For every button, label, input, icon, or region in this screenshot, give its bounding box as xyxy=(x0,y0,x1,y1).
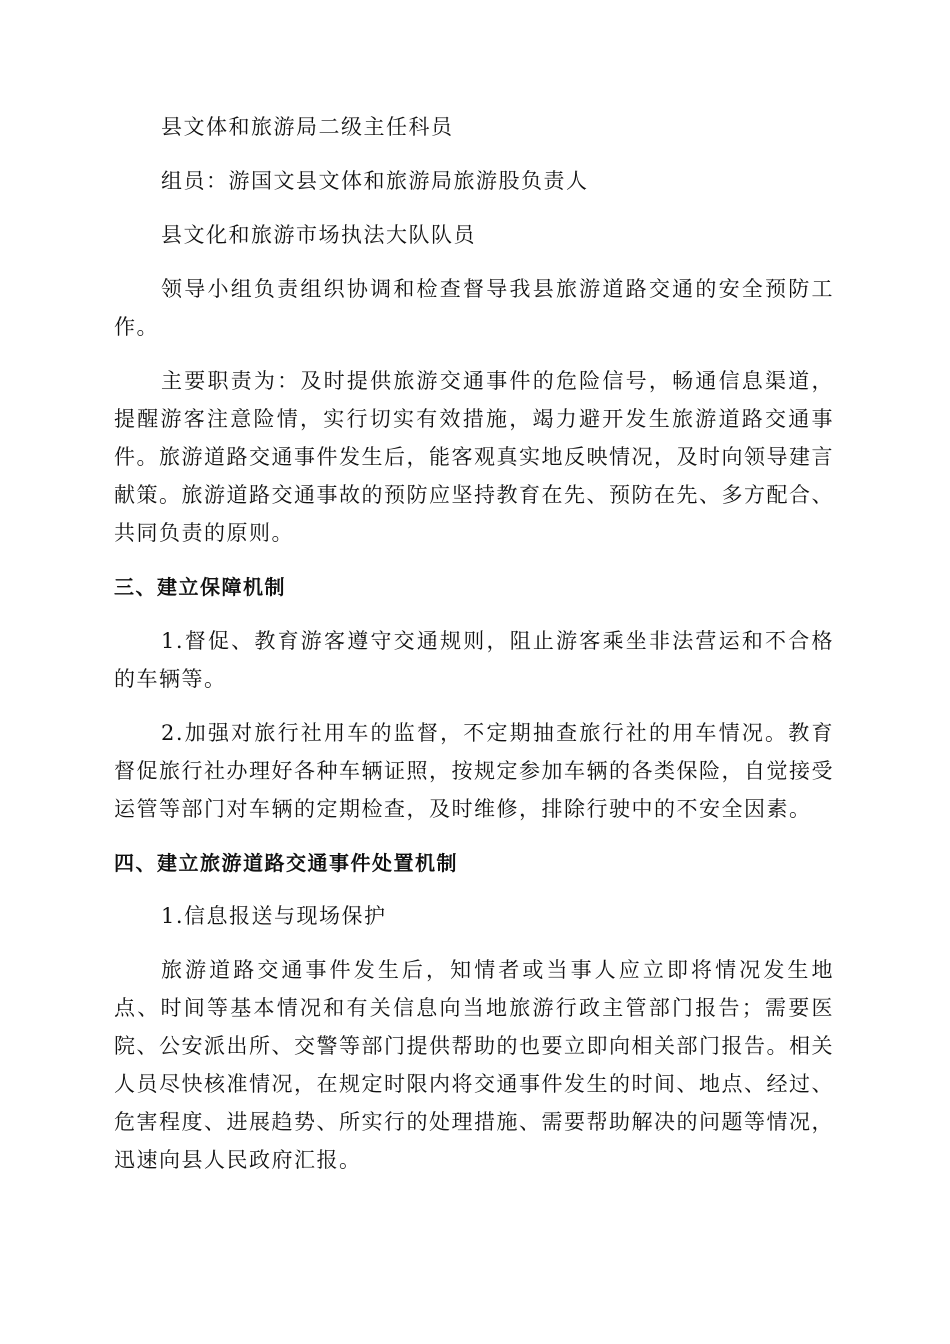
paragraph-main-responsibilities: 主要职责为：及时提供旅游交通事件的危险信号，畅通信息渠道，提醒游客注意险情，实行切实有效措施，竭力避开发生旅游道路交通事件。旅游道路交通事件发生后，能客观真实地反映情况，及时向领导建言献策。旅游道路交通事故的预防应坚持教育在先、预防在先、多方配合、共同负责的原则。 xyxy=(114,369,834,545)
paragraph-item-2: 2.加强对旅行社用车的监督，不定期抽查旅行社的用车情况。教育督促旅行社办理好各种车辆证照，按规定参加车辆的各类保险，自觉接受运管等部门对车辆的定期检查，及时维修，排除行驶中的不安全因素。 xyxy=(114,721,834,821)
document-body xyxy=(114,108,834,1179)
paragraph-item-1: 1.督促、教育游客遵守交通规则，阻止游客乘坐非法营运和不合格的车辆等。 xyxy=(114,629,834,691)
paragraph-member: 组员：游国文县文体和旅游局旅游股负责人 xyxy=(161,169,589,193)
paragraph-group-duty: 领导小组负责组织协调和检查督导我县旅游道路交通的安全预防工作。 xyxy=(114,277,834,339)
paragraph-enforcement-member: 县文化和旅游市场执法大队队员 xyxy=(161,223,476,247)
subheading-info-report: 1.信息报送与现场保护 xyxy=(161,904,387,928)
paragraph-info-report: 旅游道路交通事件发生后，知情者或当事人应立即将情况发生地点、时间等基本情况和有关信息向当地旅游行政主管部门报告；需要医院、公安派出所、交警等部门提供帮助的也要立即向相关部门报告。相关人员尽快核准情况，在规定时限内将交通事件发生的时间、地点、经过、危害程度、进展趋势、所实行的处理措施、需要帮助解决的问题等情况，迅速向县人民政府汇报。 xyxy=(114,958,834,1172)
section-heading-incident-handling: 四、建立旅游道路交通事件处置机制 xyxy=(114,851,458,875)
paragraph-staff-title: 县文体和旅游局二级主任科员 xyxy=(161,115,454,139)
section-heading-guarantee: 三、建立保障机制 xyxy=(114,575,286,599)
